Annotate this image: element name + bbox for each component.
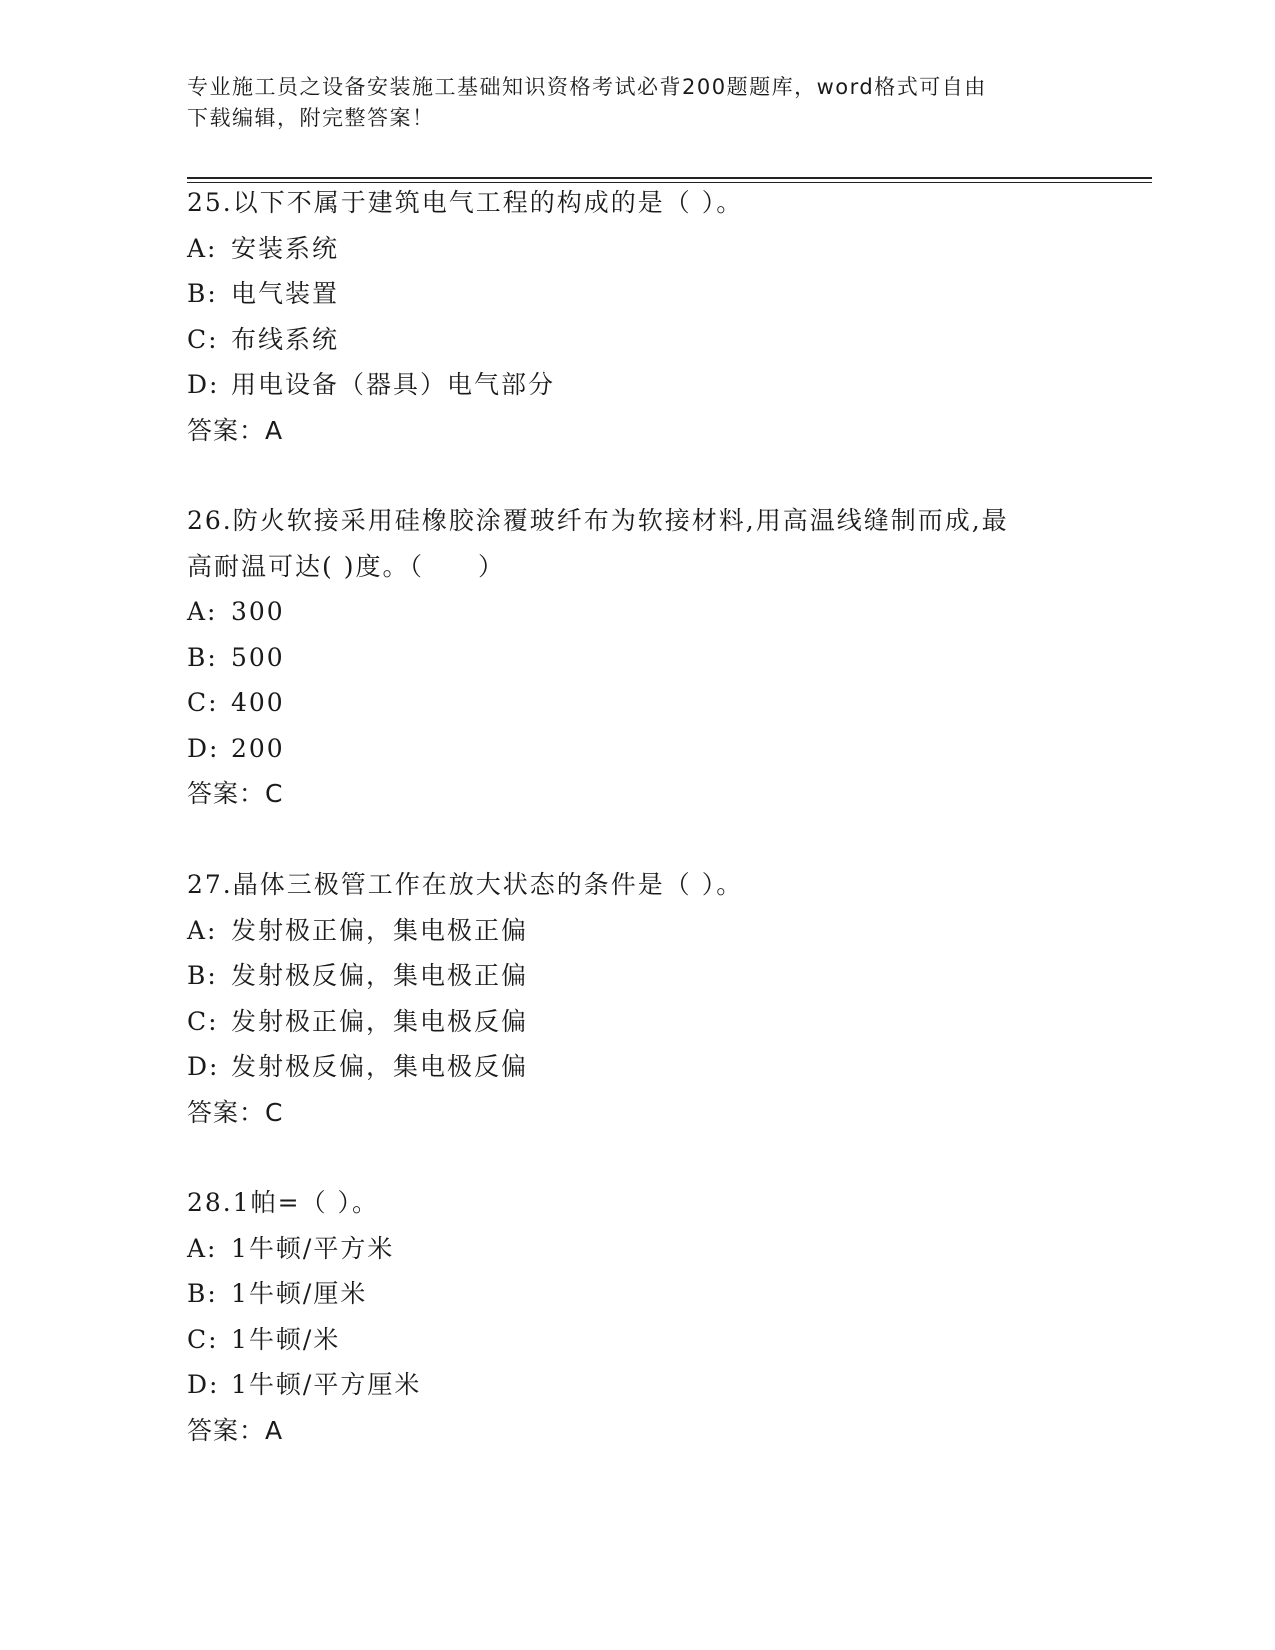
option-text: 安装系统 (231, 233, 340, 263)
option-text: 500 (231, 642, 285, 672)
option-text: 发射极正偏，集电极正偏 (231, 915, 529, 945)
option-b (187, 635, 1087, 681)
option-letter: A: (187, 1233, 218, 1263)
option-letter: C: (187, 1324, 219, 1354)
option-letter: B: (187, 1279, 218, 1308)
option-d (187, 1044, 1087, 1090)
header-divider-thick (187, 177, 1152, 179)
question-stem-line: 高耐温可达( )度。（ ） (187, 551, 505, 581)
option-c (187, 999, 1087, 1045)
option-a (187, 589, 1087, 635)
question-stem-line: 28.1帕=（ ）。 (187, 1188, 380, 1217)
option-letter: D: (187, 1370, 220, 1399)
question-25 (187, 180, 1087, 453)
option-text: 1牛顿/平方厘米 (231, 1370, 422, 1399)
option-text: 发射极反偏，集电极反偏 (231, 1052, 529, 1081)
document-header (187, 72, 1067, 134)
answer-line: 答案：A (187, 1415, 284, 1445)
answer-line: 答案：A (187, 415, 284, 445)
option-letter: A: (187, 233, 218, 263)
option-letter: D: (187, 733, 220, 763)
option-text: 400 (231, 688, 285, 717)
option-letter: C: (187, 688, 219, 717)
option-text: 1牛顿/厘米 (231, 1279, 368, 1308)
option-letter: B: (187, 279, 218, 308)
header-line-1: 专业施工员之设备安装施工基础知识资格考试必背200题题库，word格式可自由 (187, 75, 987, 99)
option-letter: A: (187, 915, 218, 945)
option-b (187, 953, 1087, 999)
header-line-2: 下载编辑，附完整答案！ (187, 106, 435, 130)
option-c (187, 680, 1087, 726)
option-d (187, 1362, 1087, 1408)
option-a (187, 226, 1087, 272)
question-stem-line: 27.晶体三极管工作在放大状态的条件是（ ）。 (187, 870, 744, 899)
option-text: 200 (231, 733, 285, 763)
question-stem (187, 180, 1087, 226)
option-d (187, 362, 1087, 408)
option-a (187, 1226, 1087, 1272)
question-stem-line: 25.以下不属于建筑电气工程的构成的是（ ）。 (187, 188, 744, 217)
question-27 (187, 862, 1087, 1135)
question-stem (187, 1180, 1087, 1226)
option-text: 用电设备（器具）电气部分 (231, 370, 556, 399)
question-stem (187, 498, 1087, 589)
option-letter: C: (187, 1006, 219, 1036)
option-letter: A: (187, 597, 218, 626)
option-b (187, 1271, 1087, 1317)
question-stem (187, 862, 1087, 908)
option-d (187, 726, 1087, 772)
option-c (187, 317, 1087, 363)
option-a (187, 908, 1087, 954)
option-b (187, 271, 1087, 317)
question-26 (187, 498, 1087, 817)
option-c (187, 1317, 1087, 1363)
option-letter: D: (187, 1052, 220, 1081)
option-text: 发射极反偏，集电极正偏 (231, 961, 529, 990)
question-28 (187, 1180, 1087, 1453)
answer-line: 答案：C (187, 779, 284, 808)
option-text: 布线系统 (231, 324, 340, 354)
option-text: 1牛顿/平方米 (231, 1233, 395, 1263)
option-letter: D: (187, 370, 220, 399)
option-letter: B: (187, 961, 218, 990)
answer-line: 答案：C (187, 1097, 284, 1127)
option-letter: B: (187, 642, 218, 672)
option-text: 1牛顿/米 (231, 1324, 341, 1354)
option-text: 300 (231, 597, 285, 626)
question-stem-line: 26.防火软接采用硅橡胶涂覆玻纤布为软接材料,用高温线缝制而成,最 (187, 506, 1009, 535)
option-text: 发射极正偏，集电极反偏 (231, 1006, 529, 1036)
option-text: 电气装置 (231, 279, 340, 308)
option-letter: C: (187, 324, 219, 354)
